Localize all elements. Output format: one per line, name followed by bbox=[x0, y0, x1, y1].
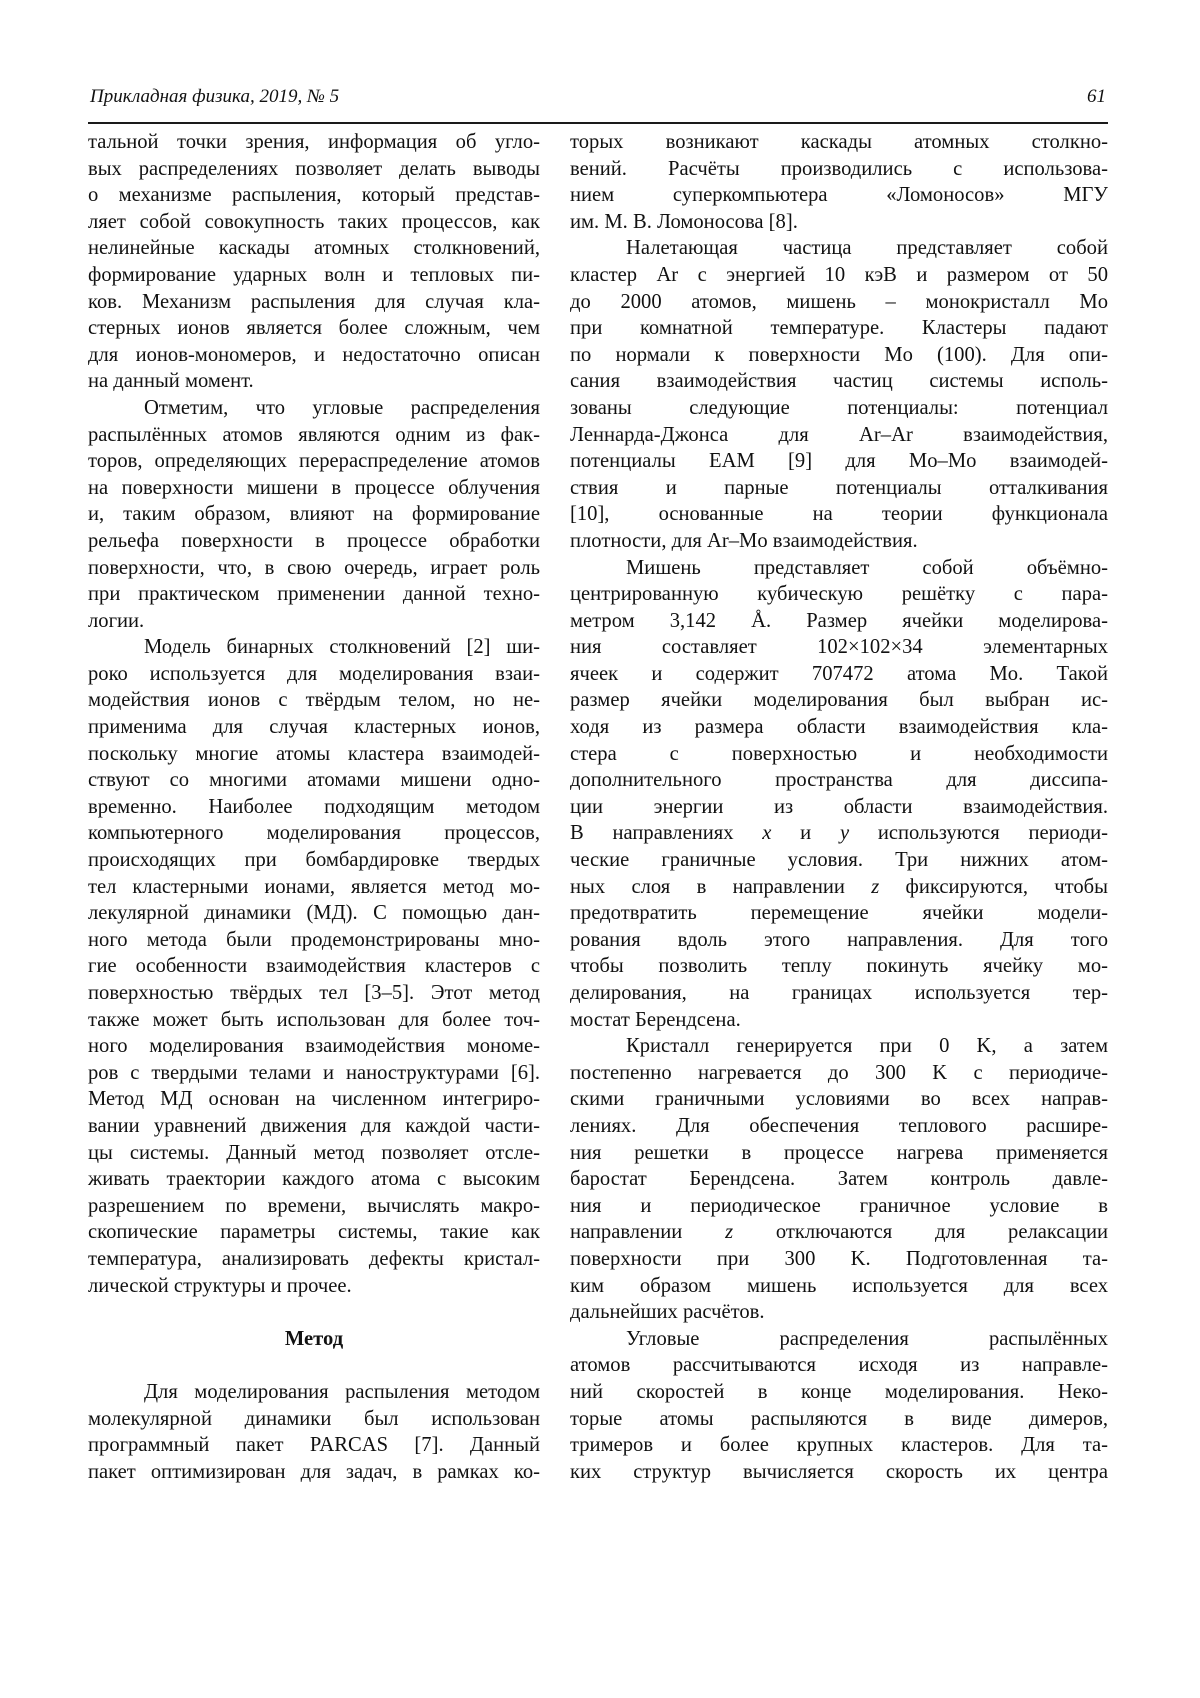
text-line: до 2000 атомов, мишень – монокристалл Mo bbox=[570, 290, 1108, 313]
text-line: лической структуры и прочее. bbox=[88, 1274, 352, 1297]
text-line: логии. bbox=[88, 609, 145, 632]
text-line: для ионов-мономеров, и недостаточно описан bbox=[88, 343, 540, 366]
text-line: Угловые распределения распылённых bbox=[626, 1327, 1108, 1350]
paragraph bbox=[570, 129, 1108, 235]
text-line: Модель бинарных столкновений [2] ши- bbox=[144, 636, 540, 659]
paragraph-part bbox=[570, 1033, 1108, 1219]
text-line: предотвратить перемещение ячейки модели- bbox=[570, 902, 1108, 925]
text-line: о механизме распыления, который представ- bbox=[88, 184, 540, 207]
text-line: ния решетки в процессе нагрева применяется bbox=[570, 1141, 1108, 1164]
text-line: пакет оптимизирован для задач, в рамках ко- bbox=[88, 1460, 540, 1483]
text-line: лекулярной динамики (МД). С помощью дан- bbox=[88, 902, 540, 925]
text-line: разрешением по времени, вычислять макро- bbox=[88, 1194, 540, 1217]
text-line: ствуют со многими атомами мишени одно- bbox=[88, 769, 540, 792]
text-line: торов, определяющих перераспределение атомов bbox=[88, 450, 540, 473]
text-line: ких структур вычисляется скорость их центра bbox=[570, 1460, 1108, 1483]
text-line: мостат Берендсена. bbox=[570, 1008, 741, 1031]
paragraph-rest bbox=[570, 900, 1108, 1033]
text-line: ного метода были продемонстрированы мно- bbox=[88, 928, 540, 951]
text-line: плотности, для Ar–Mo взаимодействия. bbox=[570, 529, 918, 552]
text-line: также может быть использован для более точ- bbox=[88, 1008, 540, 1031]
text-line: нелинейные каскады атомных столкновений, bbox=[88, 237, 540, 260]
text-line: тримеров и более крупных кластеров. Для та- bbox=[570, 1434, 1108, 1457]
paragraph bbox=[88, 1379, 540, 1485]
text-line: ных слоя в направлении z фиксируются, чтобы bbox=[570, 875, 1109, 898]
text-line: роко используется для моделирования взаи- bbox=[88, 662, 540, 685]
text-line: кластер Ar с энергией 10 кэВ и размером от 50 bbox=[570, 263, 1108, 286]
text-line: В направлениях x и y используются периоди- bbox=[570, 822, 1108, 845]
text-line: поверхностью твёрдых тел [3–5]. Этот метод bbox=[88, 982, 540, 1004]
text-line: Налетающая частица представляет собой bbox=[626, 237, 1108, 260]
paragraph bbox=[570, 235, 1108, 554]
paragraph bbox=[88, 129, 540, 395]
section-heading: Метод bbox=[284, 1327, 344, 1350]
text-line: дополнительного пространства для диссипа- bbox=[570, 769, 1108, 792]
text-line: постепенно нагревается до 300 K с периодиче- bbox=[570, 1061, 1108, 1084]
text-line: вых распределениях позволяет делать выводы bbox=[88, 157, 540, 180]
text-line: направлении z отключаются для релаксации bbox=[570, 1221, 1109, 1244]
text-line: и, таким образом, влияют на формирование bbox=[88, 503, 540, 526]
text-line: временно. Наиболее подходящим методом bbox=[88, 795, 540, 818]
spacer bbox=[88, 1299, 540, 1326]
text-line: тел кластерными ионами, является метод мо- bbox=[88, 875, 540, 898]
text-line: ячеек и содержит 707472 атома Mo. Такой bbox=[570, 662, 1108, 685]
var-z: z bbox=[725, 1221, 734, 1244]
text-line: стера с поверхностью и необходимости bbox=[570, 742, 1108, 765]
var-x: x bbox=[762, 822, 772, 845]
text-line: при комнатной температуре. Кластеры падают bbox=[570, 317, 1108, 340]
text-line: цы системы. Данный метод позволяет отсле- bbox=[88, 1141, 540, 1164]
text-line: чтобы позволить теплу покинуть ячейку мо- bbox=[570, 955, 1108, 978]
left-column bbox=[88, 129, 540, 1485]
paragraph-part bbox=[570, 1246, 1108, 1326]
running-header bbox=[88, 82, 1108, 124]
text-line: модействия ионов с твёрдым телом, но не- bbox=[88, 689, 540, 712]
text-line: торые атомы распыляются в виде димеров, bbox=[570, 1407, 1108, 1430]
text-line: вений. Расчёты производились с использова- bbox=[570, 157, 1108, 180]
text-line: рования вдоль этого направления. Для того bbox=[570, 928, 1108, 951]
text-line: тальной точки зрения, информация об угло- bbox=[88, 131, 540, 153]
journal-title: Прикладная физика, 2019, № 5 bbox=[90, 86, 340, 107]
text-line: температура, анализировать дефекты кристал- bbox=[88, 1247, 540, 1270]
text-line: живать траектории каждого атома с высоким bbox=[88, 1168, 540, 1191]
text-line: формирование ударных волн и тепловых пи- bbox=[88, 263, 540, 286]
text-line: ствия и парные потенциалы отталкивания bbox=[570, 476, 1108, 499]
spacer bbox=[88, 1352, 540, 1379]
text-line: поскольку многие атомы кластера взаимодей- bbox=[88, 742, 540, 765]
text-line: вании уравнений движения для каждой части- bbox=[88, 1114, 540, 1137]
text-line: метром 3,142 Å. Размер ячейки моделирова- bbox=[570, 609, 1108, 632]
text-line: [10], основанные на теории функционала bbox=[570, 503, 1108, 526]
text-line: ким образом мишень используется для всех bbox=[570, 1274, 1108, 1297]
text-line: компьютерного моделирования процессов, bbox=[88, 822, 540, 845]
var-y: y bbox=[839, 822, 850, 845]
text-line: делирования, на границах используется тер- bbox=[570, 982, 1108, 1004]
paragraph bbox=[570, 1326, 1108, 1486]
text-line: гие особенности взаимодействия кластеров с bbox=[88, 955, 540, 978]
paragraph bbox=[570, 555, 1108, 821]
paragraph bbox=[570, 1033, 1108, 1326]
text-line: ров с твердыми телами и наноструктурами [6]. bbox=[88, 1061, 540, 1084]
text-line: ного моделирования взаимодействия мономе- bbox=[88, 1035, 540, 1058]
text-line: Кристалл генерируется при 0 K, а затем bbox=[626, 1035, 1108, 1058]
paragraph bbox=[570, 820, 1108, 1033]
text-line: им. М. В. Ломоносова [8]. bbox=[570, 210, 798, 233]
text-line: Мишень представляет собой объёмно- bbox=[626, 556, 1108, 579]
text-line: баростат Берендсена. Затем контроль давле- bbox=[570, 1168, 1108, 1191]
text-line: Для моделирования распыления методом bbox=[144, 1380, 540, 1403]
text-line: ков. Механизм распыления для случая кла- bbox=[88, 290, 540, 313]
text-line: ческие граничные условия. Три нижних атом- bbox=[570, 849, 1108, 872]
text-line: применима для случая кластерных ионов, bbox=[88, 716, 540, 739]
text-line: центрированную кубическую решётку с пара- bbox=[570, 583, 1108, 606]
text-line: ции энергии из области взаимодействия. bbox=[570, 795, 1108, 818]
text-line: Метод МД основан на численном интегриро- bbox=[88, 1088, 540, 1111]
text-line: на поверхности мишени в процессе облучения bbox=[88, 476, 540, 499]
text-line: потенциалы EAM [9] для Mo–Mo взаимодей- bbox=[570, 450, 1108, 473]
text-line: ляет собой совокупность таких процессов, как bbox=[88, 210, 540, 233]
text-line: распылённых атомов являются одним из фак- bbox=[88, 423, 540, 446]
text-line: сания взаимодействия частиц системы исполь- bbox=[570, 370, 1108, 393]
var-z: z bbox=[871, 875, 880, 898]
text-line: молекулярной динамики был использован bbox=[88, 1407, 540, 1430]
text-line: Леннарда-Джонса для Ar–Ar взаимодействия, bbox=[570, 423, 1108, 446]
text-line: скопические параметры системы, такие как bbox=[88, 1221, 540, 1244]
text-line: Отметим, что угловые распределения bbox=[144, 396, 540, 419]
paragraph bbox=[88, 634, 540, 1299]
text-line: на данный момент. bbox=[88, 370, 254, 393]
text-line: ходя из размера области взаимодействия кла- bbox=[570, 716, 1108, 739]
text-line: стерных ионов является более сложным, чем bbox=[88, 317, 540, 340]
text-line: программный пакет PARCAS [7]. Данный bbox=[88, 1434, 540, 1457]
page-number: 61 bbox=[1087, 86, 1106, 107]
right-column bbox=[570, 129, 1108, 1485]
text-line: при практическом применении данной техно- bbox=[88, 583, 540, 606]
text-line: происходящих при бомбардировке твердых bbox=[88, 849, 540, 872]
text-line: размер ячейки моделирования был выбран ис- bbox=[570, 689, 1108, 712]
text-line: ний скоростей в конце моделирования. Неко- bbox=[570, 1380, 1108, 1403]
text-line: зованы следующие потенциалы: потенциал bbox=[570, 396, 1108, 419]
paragraph bbox=[88, 395, 540, 634]
text-line: рельефа поверхности в процессе обработки bbox=[88, 529, 540, 552]
text-line: торых возникают каскады атомных столкно- bbox=[570, 131, 1108, 153]
text-line: поверхности, что, в свою очередь, играет роль bbox=[88, 556, 540, 579]
text-line: скими граничными условиями во всех направ- bbox=[570, 1088, 1108, 1111]
text-line: ния и периодическое граничное условие в bbox=[570, 1194, 1108, 1217]
text-line: по нормали к поверхности Mo (100). Для опи- bbox=[570, 343, 1108, 366]
text-line: лениях. Для обеспечения теплового расшире- bbox=[570, 1114, 1108, 1137]
text-line: дальнейших расчётов. bbox=[570, 1301, 765, 1324]
text-line: поверхности при 300 K. Подготовленная та- bbox=[570, 1247, 1108, 1270]
text-line: ния составляет 102×102×34 элементарных bbox=[570, 636, 1108, 659]
text-line: нием суперкомпьютера «Ломоносов» МГУ bbox=[570, 184, 1108, 207]
text-line: атомов рассчитываются исходя из направле- bbox=[570, 1354, 1108, 1377]
